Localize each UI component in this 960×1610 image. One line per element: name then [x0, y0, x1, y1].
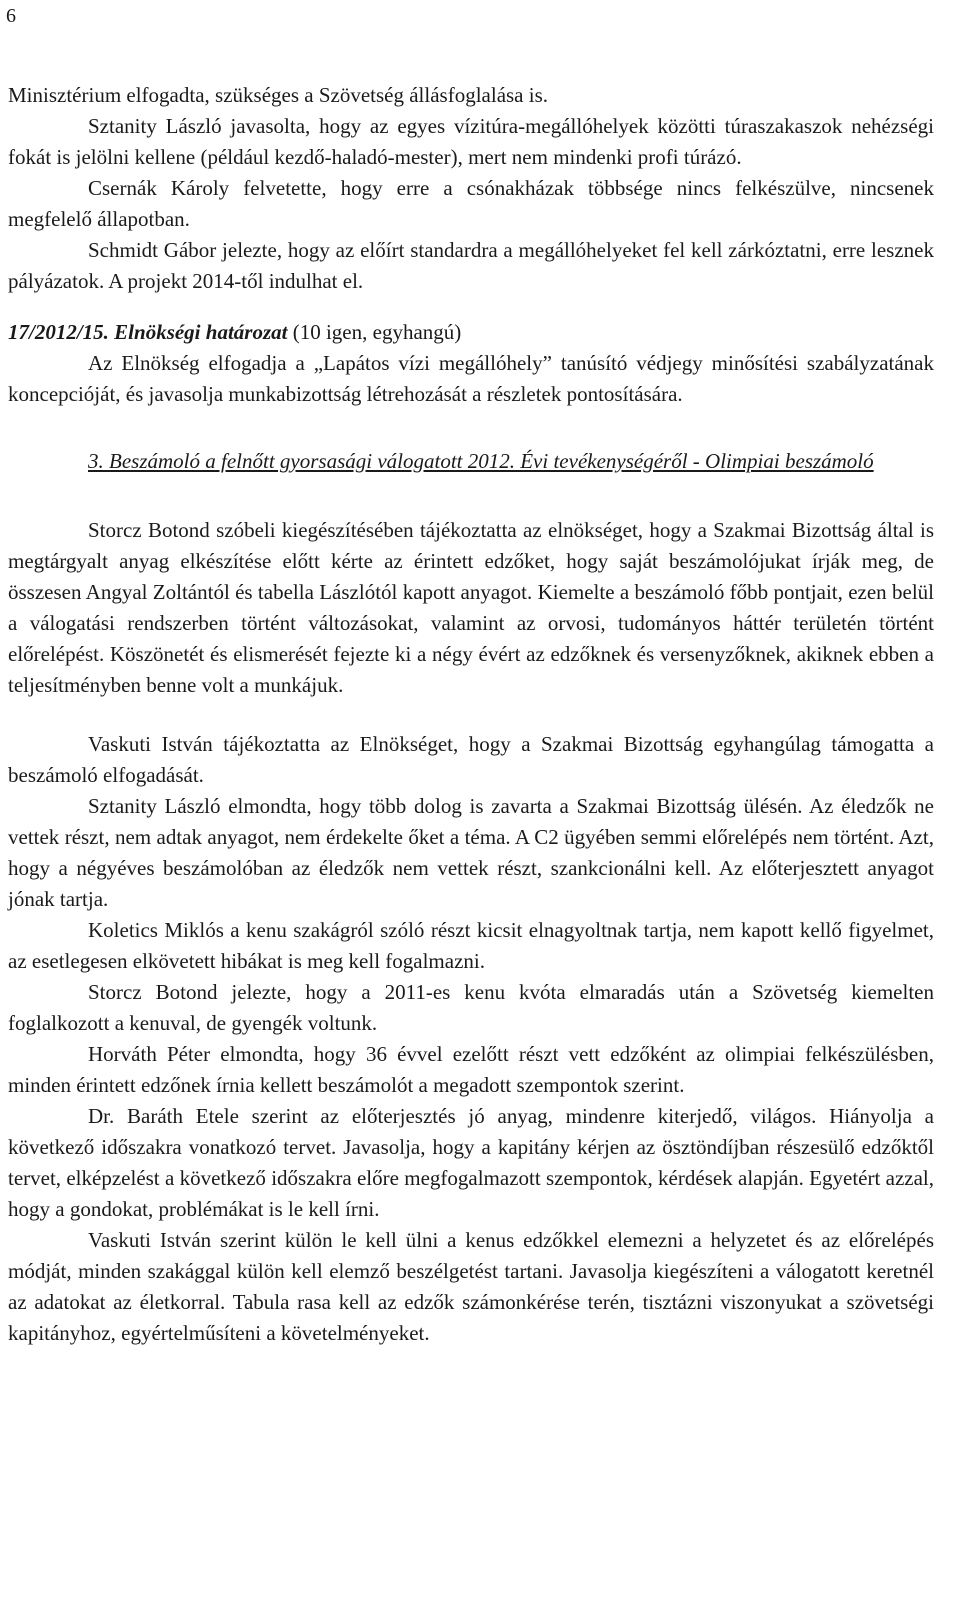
- document-body: [8, 80, 934, 1349]
- decision-text: Az Elnökség elfogadja a „Lapátos vízi megállóhely” tanúsító védjegy minősítési szabályzatának koncepcióját, és javasolja munkabizottság létrehozását a részletek pontosítására.: [8, 351, 934, 406]
- decision-id: 17/2012/15. Elnökségi határozat: [8, 320, 288, 344]
- decision-heading: [8, 317, 934, 348]
- paragraph-vaskuti-analysis: Vaskuti István szerint külön le kell ülni a kenus edzőkkel elemezni a helyzetet és az előrelépés módját, minden szakággal külön kell elemző beszélgetést tartani. Javasolja kiegészíteni a válogatott keretnél az adatokat az életkorral. Tabula rasa kell az edzők számonkérése terén, tisztázni viszonyukat a szövetségi kapitányhoz, egyértelműsíteni a követelményeket.: [8, 1228, 934, 1345]
- paragraph-vaskuti-support: Vaskuti István tájékoztatta az Elnökséget, hogy a Szakmai Bizottság egyhangúlag támogatta a beszámoló elfogadását.: [8, 732, 934, 787]
- paragraph-sztanity-proposal: Sztanity László javasolta, hogy az egyes vízitúra-megállóhelyek közötti túraszakaszok nehézségi fokát is jelölni kellene (például kezdő-haladó-mester), mert nem mindenki profi túrázó.: [8, 114, 934, 169]
- paragraph-storcz-kenu: Storcz Botond jelezte, hogy a 2011-es kenu kvóta elmaradás után a Szövetség kiemelten foglalkozott a kenuval, de gyengék voltunk.: [8, 980, 934, 1035]
- paragraph-continuation: Minisztérium elfogadta, szükséges a Szövetség állásfoglalása is.: [8, 83, 549, 107]
- paragraph-koletics: Koletics Miklós a kenu szakágról szóló részt kicsit elnagyoltnak tartja, nem kapott kellő figyelmet, az esetlegesen elkövetett hibákat is meg kell fogalmazni.: [8, 918, 934, 973]
- paragraph-csernak: Csernák Károly felvetette, hogy erre a csónakházak többsége nincs felkészülve, nincsenek megfelelő állapotban.: [8, 176, 934, 231]
- decision-vote: (10 igen, egyhangú): [287, 320, 462, 344]
- section-title: 3. Beszámoló a felnőtt gyorsasági válogatott 2012. Évi tevékenységéről - Olimpiai beszámoló: [88, 449, 874, 473]
- paragraph-horvath: Horváth Péter elmondta, hogy 36 évvel ezelőtt részt vett edzőként az olimpiai felkészülésben, minden érintett edzőnek írnia kellett beszámolót a megadott szempontok szerint.: [8, 1042, 934, 1097]
- page-number: 6: [6, 5, 16, 27]
- paragraph-sztanity-comment: Sztanity László elmondta, hogy több dolog is zavarta a Szakmai Bizottság ülésén. Az éledzők ne vettek részt, nem adtak anyagot, nem érdekelte őket a téma. A C2 ügyében semmi előrelépés nem történt. Azt, hogy a négyéves beszámolóban az éledzők nem vettek részt, szankcionálni kell. Az előterjesztett anyagot jónak tartja.: [8, 794, 934, 911]
- paragraph-storcz-report: Storcz Botond szóbeli kiegészítésében tájékoztatta az elnökséget, hogy a Szakmai Bizottság által is megtárgyalt anyag elkészítése előtt kérte az érintett edzőket, hogy saját beszámolójukat írják meg, de összesen Angyal Zoltántól és tabella Lászlótól kapott anyagot. Kiemelte a beszámoló főbb pontjait, ezen belül a válogatási rendszerben történt változásokat, valamint az orvosi, tudományos háttér területén történt előrelépést. Köszönetét és elismerését fejezte ki a négy évért az edzőknek és versenyzőknek, akiknek ebben a teljesítményben benne volt a munkájuk.: [8, 518, 934, 697]
- paragraph-schmidt: Schmidt Gábor jelezte, hogy az előírt standardra a megállóhelyeket fel kell zárkóztatni, erre lesznek pályázatok. A projekt 2014-től indulhat el.: [8, 238, 934, 293]
- paragraph-barath: Dr. Baráth Etele szerint az előterjesztés jó anyag, mindenre kiterjedő, világos. Hiányolja a következő időszakra vonatkozó tervet. Javasolja, hogy a kapitány kérjen az ösztöndíjban részesülő edzőktől tervet, elképzelést a következő időszakra előre megfogalmazott szempontok, kérdések alapján. Egyetért azzal, hogy a gondokat, problémákat is le kell írni.: [8, 1104, 934, 1221]
